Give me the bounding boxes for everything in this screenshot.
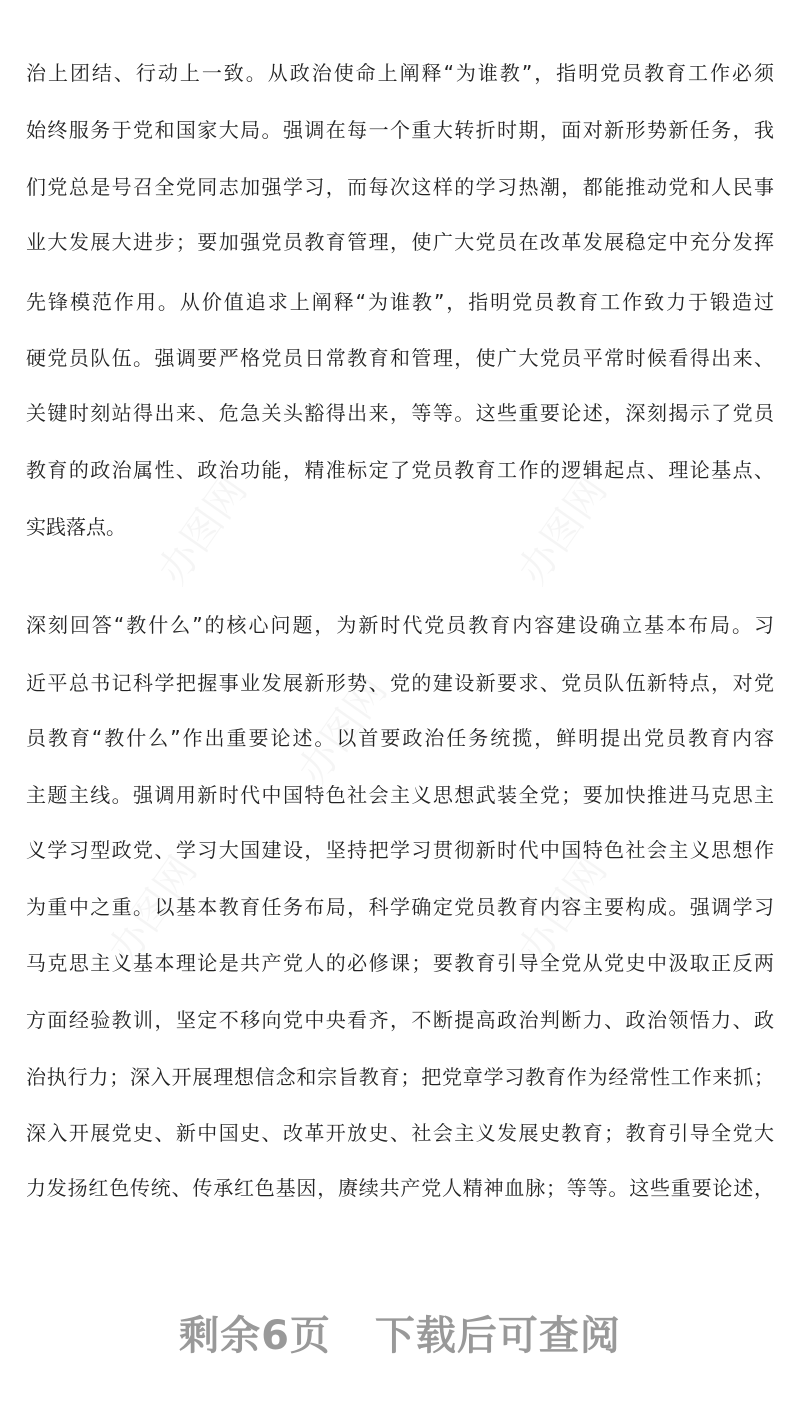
text-line: 硬党员队伍。强调要严格党员日常教育和管理，使广大党员平常时候看得出来、 bbox=[26, 346, 774, 370]
text-line: 为重中之重。以基本教育任务布局，科学确定党员教育内容主要构成。强调学习 bbox=[26, 895, 774, 919]
text-line: 先锋模范作用。从价值追求上阐释“为谁教”，指明党员教育工作致力于锻造过 bbox=[26, 290, 774, 314]
text-line: 治执行力；深入开展理想信念和宗旨教育；把党章学习教育作为经常性工作来抓； bbox=[26, 1065, 774, 1089]
text-line: 治上团结、行动上一致。从政治使命上阐释“为谁教”，指明党员教育工作必须 bbox=[26, 61, 774, 85]
text-line: 马克思主义基本理论是共产党人的必修课；要教育引导全党从党史中汲取正反两 bbox=[26, 951, 774, 975]
text-line: 们党总是号召全党同志加强学习，而每次这样的学习热潮，都能推动党和人民事 bbox=[26, 175, 774, 199]
text-line: 力发扬红色传统、传承红色基因，赓续共产党人精神血脉；等等。这些重要论述， bbox=[26, 1176, 774, 1200]
text-line: 深刻回答“教什么”的核心问题，为新时代党员教育内容建设确立基本布局。习 bbox=[26, 613, 774, 637]
text-line: 义学习型政党、学习大国建设，坚持把学习贯彻新时代中国特色社会主义思想作 bbox=[26, 838, 774, 862]
text-line: 实践落点。 bbox=[26, 515, 126, 539]
text-line: 始终服务于党和国家大局。强调在每一个重大转折时期，面对新形势新任务，我 bbox=[26, 118, 774, 142]
text-line: 业大发展大进步；要加强党员教育管理，使广大党员在改革发展稳定中充分发挥 bbox=[26, 230, 774, 254]
download-prompt[interactable] bbox=[0, 1304, 800, 1361]
text-line: 主题主线。强调用新时代中国特色社会主义思想武装全党；要加快推进马克思主 bbox=[26, 783, 774, 807]
text-line: 近平总书记科学把握事业发展新形势、党的建设新要求、党员队伍新特点，对党 bbox=[26, 671, 774, 695]
text-line: 深入开展党史、新中国史、改革开放史、社会主义发展史教育；教育引导全党大 bbox=[26, 1121, 774, 1145]
remaining-pages-label: 剩余6页 bbox=[179, 1313, 331, 1359]
text-line: 员教育“教什么”作出重要论述。以首要政治任务统揽，鲜明提出党员教育内容 bbox=[26, 726, 774, 750]
text-line: 方面经验教训，坚定不移向党中央看齐，不断提高政治判断力、政治领悟力、政 bbox=[26, 1008, 774, 1032]
download-to-view-label: 下载后可查阅 bbox=[374, 1313, 621, 1359]
text-line: 关键时刻站得出来、危急关头豁得出来，等等。这些重要论述，深刻揭示了党员 bbox=[26, 401, 774, 425]
text-line: 教育的政治属性、政治功能，精准标定了党员教育工作的逻辑起点、理论基点、 bbox=[26, 458, 774, 482]
